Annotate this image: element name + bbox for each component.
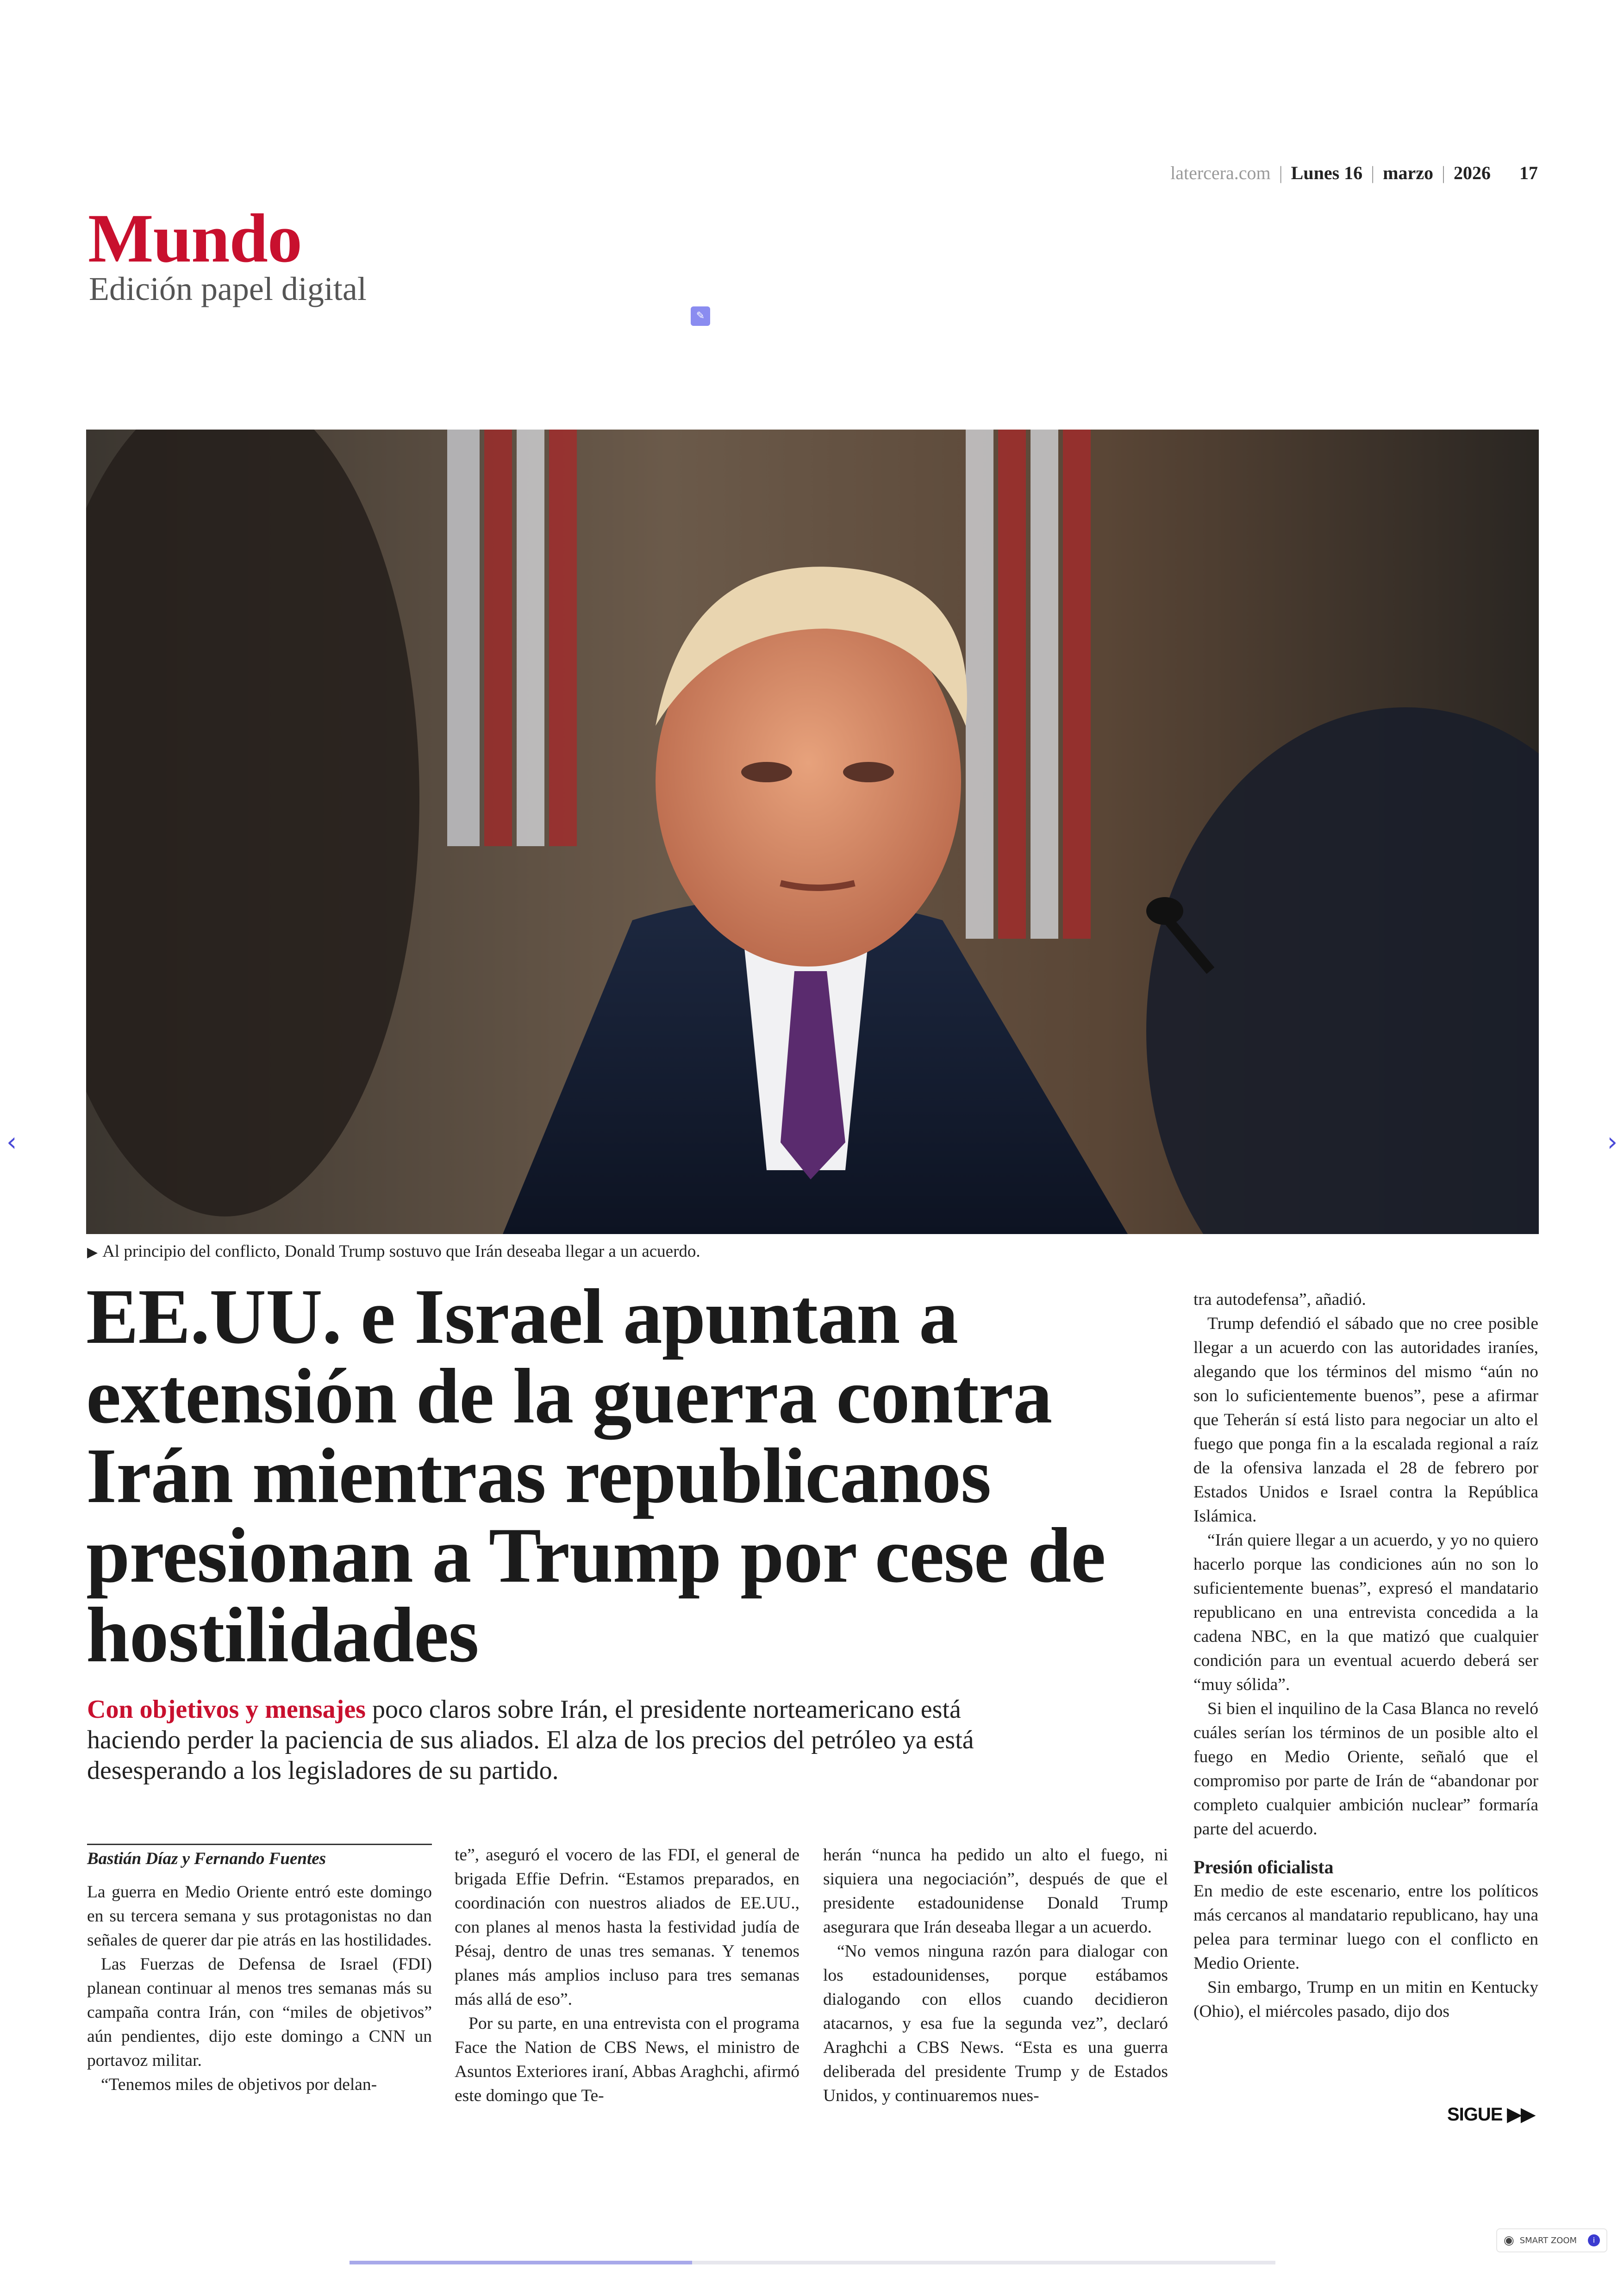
paragraph: En medio de este escenario, entre los políticos más cercanos al mandatario republicano, hay una pelea para terminar luego con el conflicto en Medio Oriente. [1193,1882,1538,1973]
chevron-left-icon[interactable]: ‹ [6,1127,17,1157]
site-name: latercera.com [1170,162,1271,183]
byline: Bastián Díaz y Fernando Fuentes [87,1844,432,1869]
article-column-4 [1193,1288,1538,2024]
eye-icon: ◉ [1504,2233,1514,2247]
article-column-1 [87,1880,432,2097]
reading-progress-bar[interactable] [350,2261,1275,2264]
info-icon[interactable]: i [1588,2234,1600,2246]
photo-caption: ▶ Al principio del conflicto, Donald Trump sostuvo que Irán deseaba llegar a un acuerdo. [87,1242,700,1261]
paragraph: Si bien el inquilino de la Casa Blanca no reveló cuáles serían los términos de un posible alto el fuego en Medio Oriente, señaló que el compromiso por parte de Irán de “abandonar por completo cualquier ambición nuclear” formaría parte del acuerdo. [1193,1699,1538,1839]
date-year: 2026 [1454,162,1491,183]
paragraph: Trump defendió el sábado que no cree posible llegar a un acuerdo con las autoridades iraníes, alegando que los términos del mismo “aún no son lo suficientemente buenos”, pese a afirmar que Teherán sí está listo para negociar un alto el fuego que ponga fin a la escalada regional a raíz de la ofensiva lanzada el 28 de febrero por Estados Unidos e Israel contra la República Islámica. [1193,1314,1538,1526]
lede-kicker: Con objetivos y mensajes [87,1695,366,1724]
paragraph: Por su parte, en una entrevista con el programa Face the Nation de CBS News, el ministro de Asuntos Exteriores iraní, Abbas Araghchi, afirmó este domingo que Te- [455,2014,800,2105]
caption-text: Al principio del conflicto, Donald Trump sostuvo que Irán deseaba llegar a un acuerdo. [102,1242,700,1261]
highlight-marker-icon[interactable]: ✎ [691,306,710,326]
date-month: marzo [1383,162,1433,183]
page-header-dateline: latercera.com | Lunes 16 | marzo | 2026 17 [1170,162,1538,183]
date-day: Lunes 16 [1291,162,1363,183]
lede-text: poco claros sobre Irán, el presidente norteamericano está haciendo perder la paciencia de sus aliados. El alza de los precios del petróleo ya está desesperando a los legisladores de su partido. [87,1695,974,1785]
smart-zoom-button[interactable] [1496,2228,1607,2252]
article-column-3 [823,1843,1168,2108]
paragraph: te”, aseguró el vocero de las FDI, el general de brigada Effie Defrin. “Estamos preparados, en coordinación con nuestros aliados de EE.UU., con planes al menos hasta la festividad judía de Pésaj, dentro de unas tres semanas. Y tenemos planes más amplios incluso para tres semanas más allá de eso”. [455,1846,800,2009]
progress-fill [350,2261,692,2264]
section-title: Mundo [88,200,302,277]
chevron-right-icon[interactable]: › [1607,1127,1618,1157]
paragraph: Sin embargo, Trump en un mitin en Kentucky (Ohio), el miércoles pasado, dijo dos [1193,1978,1538,2021]
photo-illustration [86,430,1539,1234]
article-headline: EE.UU. e Israel apuntan a extensión de la guerra contra Irán mientras republicanos presionan a Trump por cese de hostilidades [86,1273,1106,1678]
paragraph: tra autodefensa”, añadió. [1193,1290,1366,1309]
article-lede [87,1694,1059,1786]
continue-label[interactable]: SIGUE ▶▶ [1447,2104,1535,2125]
page-number: 17 [1519,162,1538,183]
subhead: Presión oficialista [1193,1857,1334,1877]
edition-label: Edición papel digital [89,270,367,307]
paragraph: La guerra en Medio Oriente entró este domingo en su tercera semana y sus protagonistas no dan señales de querer dar pie atrás en las hostilidades. [87,1883,432,1950]
paragraph: Las Fuerzas de Defensa de Israel (FDI) planean continuar al menos tres semanas más su campaña contra Irán, con “miles de objetivos” aún pendientes, dijo este domingo a CNN un portavoz militar. [87,1955,432,2070]
article-photo [86,430,1539,1234]
paragraph: “Irán quiere llegar a un acuerdo, y yo no quiero hacerlo porque las condiciones aún no son lo suficientemente buenas”, expresó el mandatario republicano en una entrevista concedida a la cadena NBC, en la que matizó que cualquier condición para un eventual acuerdo deberá ser “muy sólida”. [1193,1531,1538,1694]
paragraph: “Tenemos miles de objetivos por delan- [101,2075,377,2094]
smart-zoom-label: SMART ZOOM [1519,2235,1577,2245]
paragraph: “No vemos ninguna razón para dialogar con los estadounidenses, porque estábamos dialogando con ellos cuando decidieron atacarnos, y esa fue la segunda vez”, declaró Araghchi a CBS News. “Esta es una guerra deliberada del presidente Trump y de Estados Unidos, y continuaremos nues- [823,1942,1168,2105]
paragraph: herán “nunca ha pedido un alto el fuego, ni siquiera una negociación”, después de que el presidente estadounidense Donald Trump asegurara que Irán deseaba llegar a un acuerdo. [823,1846,1168,1937]
article-column-2 [455,1843,800,2108]
